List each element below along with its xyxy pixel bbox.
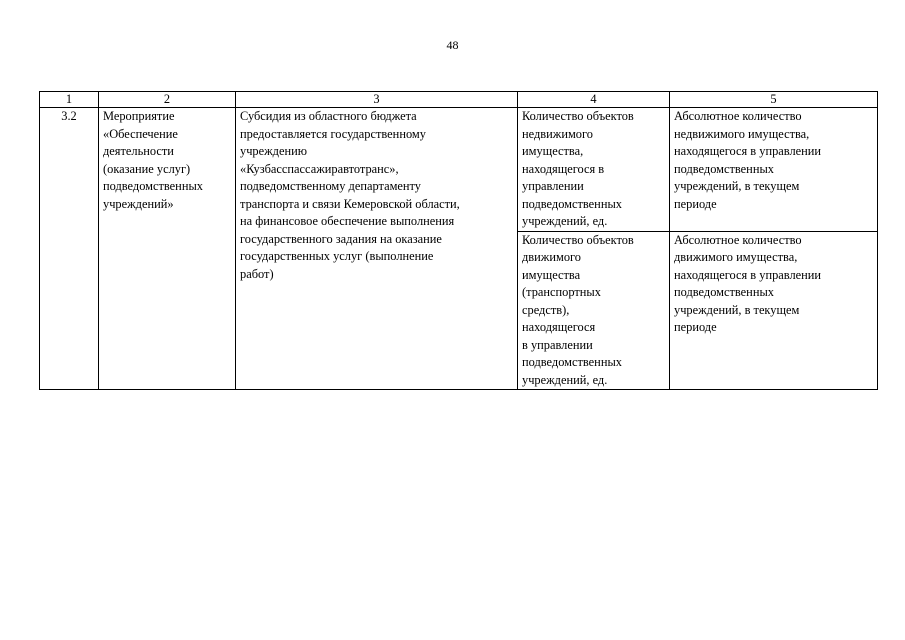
- indicator-method-cell: Абсолютное количество недвижимого имущества, находящегося в управлении подведомственных учреждений, в текущем периоде: [670, 108, 878, 232]
- data-table: [39, 91, 878, 390]
- event-description-cell: Субсидия из областного бюджета предоставляется государственному учреждению «Кузбасспассажиравтотранс», подведомственному департаменту транспорта и связи Кемеровской области, на финансовое обеспечение выполнения государственного задания на оказание государственных услуг (выполнение работ): [236, 108, 518, 390]
- column-header-3: 3: [236, 92, 518, 108]
- column-header-4: 4: [518, 92, 670, 108]
- event-name-cell: Мероприятие «Обеспечение деятельности (оказание услуг) подведомственных учреждений»: [99, 108, 236, 390]
- column-header-5: 5: [670, 92, 878, 108]
- indicator-name-cell: Количество объектов недвижимого имущества, находящегося в управлении подведомственных учреждений, ед.: [518, 108, 670, 232]
- table-row: [40, 108, 878, 232]
- column-header-2: 2: [99, 92, 236, 108]
- table-header-row: [40, 92, 878, 108]
- indicator-name-cell: Количество объектов движимого имущества (транспортных средств), находящегося в управлении подведомственных учреждений, ед.: [518, 231, 670, 390]
- page-number: 48: [446, 38, 459, 52]
- row-number-cell: 3.2: [40, 108, 99, 390]
- column-header-1: 1: [40, 92, 99, 108]
- indicator-method-cell: Абсолютное количество движимого имущества, находящегося в управлении подведомственных учреждений, в текущем периоде: [670, 231, 878, 390]
